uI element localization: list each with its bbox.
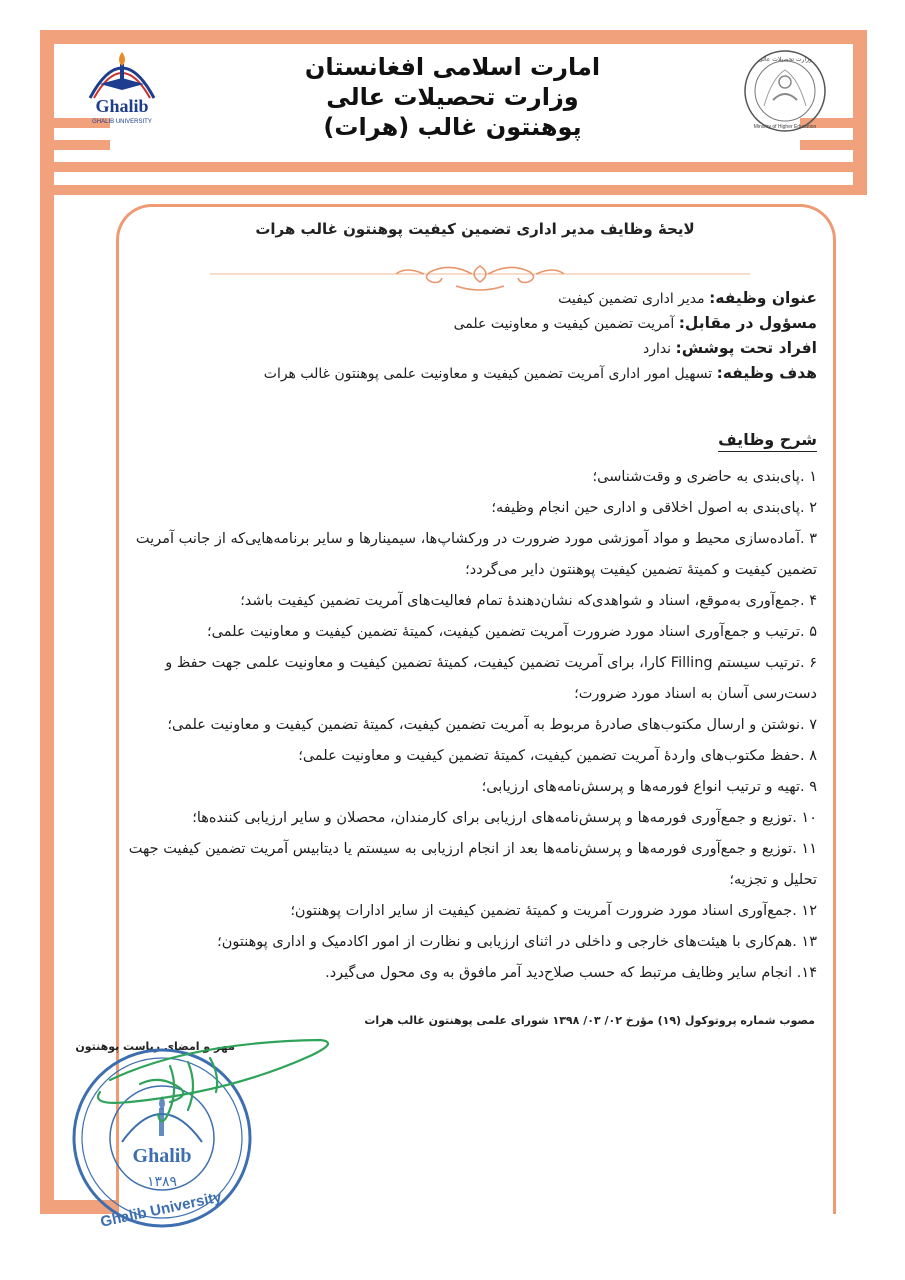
letterhead	[180, 52, 725, 142]
svg-text:GHALIB UNIVERSITY: GHALIB UNIVERSITY	[92, 119, 152, 125]
header-line-2: وزارت تحصیلات عالی	[326, 83, 579, 111]
duty-item: ۲ .پای‌بندی به اصول اخلاقی و اداری حین انجام وظیفه؛	[491, 500, 817, 516]
header-line-3: پوهنتون غالب (هرات)	[323, 113, 582, 141]
handwritten-signature	[70, 1022, 340, 1132]
duty-item: ۱۳ .هم‌کاری با هیئت‌های خارجی و داخلی در اثنای ارزیابی و نظارت از امور اکادمیک و اداری پوهنتون؛	[217, 934, 817, 950]
duty-item: ۷ .نوشتن و ارسال مکتوب‌های صادرهٔ مربوط به آمریت تضمین کیفیت، کمیتهٔ تضمین کیفیت و معاونیت علمی؛	[167, 717, 817, 733]
duties-list	[122, 462, 817, 989]
ministry-seal	[742, 48, 828, 134]
ghalib-university-logo-icon	[80, 44, 164, 128]
ministry-of-higher-education-seal-icon	[742, 48, 828, 134]
svg-text:۱۳۸۹: ۱۳۸۹	[146, 1174, 178, 1190]
meta-row-job-title: عنوان وظیفه: مدیر اداری تضمین کیفیت	[558, 289, 817, 307]
approval-note: مصوب شماره پروتوکول (۱۹) مؤرخ ۰۲/ ۰۳/ ۱۳۹۸ شورای علمی پوهنتون غالب هرات	[364, 1014, 815, 1027]
signature-caption: مهر و امضای ریاست پوهنتون	[75, 1040, 235, 1053]
duty-item: ۱ .پای‌بندی به حاضری و وقت‌شناسی؛	[592, 469, 817, 485]
duties-heading: شرح وظایف	[718, 430, 817, 452]
document-title: لایحهٔ وظایف مدیر اداری تضمین کیفیت پوهنتون غالب هرات	[255, 220, 695, 238]
duty-item: ۱۰ .توزیع و جمع‌آوری فورمه‌ها و پرسش‌نامه‌های ارزیابی برای کارمندان، محصلان و سایر ارزیابی کننده‌ها؛	[192, 810, 817, 826]
duty-item: ۹ .تهیه و ترتیب انواع فورمه‌ها و پرسش‌نامه‌های ارزیابی؛	[481, 779, 817, 795]
svg-text:Ghalib: Ghalib	[95, 96, 149, 116]
duty-item: ۱۱ .توزیع و جمع‌آوری فورمه‌ها و پرسش‌نامه‌ها بعد از انجام ارزیابی به سیستم یا دیتابیس آمریت تضمین کیفیت جهت تحلیل و تجزیه؛	[128, 841, 817, 888]
duty-item: ۱۲ .جمع‌آوری اسناد مورد ضرورت آمریت و کمیتهٔ تضمین کیفیت از سایر ادارات پوهنتون؛	[290, 903, 817, 919]
duty-item: ۱۴. انجام سایر وظایف مرتبط که حسب صلاح‌دید آمر مافوق به وی محول می‌گیرد.	[325, 965, 817, 981]
meta-row-subordinates: افراد تحت پوشش: ندارد	[642, 339, 817, 357]
header-line-1: امارت اسلامی افغانستان	[304, 53, 601, 81]
svg-text:Ghalib University: Ghalib University	[98, 1188, 224, 1231]
duty-item: ۶ .ترتیب سیستم Filling کارا، برای آمریت تضمین کیفیت، کمیتهٔ تضمین کیفیت و معاونیت علمی جهت حفظ و دست‌رسی آسان به اسناد مورد ضرورت؛	[165, 655, 817, 702]
svg-text:وزارت تحصیلات عالی: وزارت تحصیلات عالی	[758, 56, 812, 63]
meta-row-objective: هدف وظیفه: تسهیل امور اداری آمریت تضمین کیفیت و معاونیت علمی پوهنتون غالب هرات	[263, 364, 817, 382]
duty-item: ۵ .ترتیب و جمع‌آوری اسناد مورد ضرورت آمریت تضمین کیفیت، کمیتهٔ تضمین کیفیت و معاونیت علمی؛	[207, 624, 817, 640]
job-meta	[177, 286, 817, 386]
duty-item: ۳ .آماده‌سازی محیط و مواد آموزشی مورد ضرورت در ورکشاپ‌ها، سیمینارها و سایر برنامه‌هایی‌که از جانب آمریت تضمین کیفیت و کمیتهٔ تضمین کیفیت پوهنتون دایر می‌گردد؛	[135, 531, 817, 578]
meta-row-responsible-to: مسؤول در مقابل: آمریت تضمین کیفیت و معاونیت علمی	[453, 314, 817, 332]
duty-item: ۴ .جمع‌آوری به‌موقع، اسناد و شواهدی‌که نشان‌دهندهٔ تمام فعالیت‌های آمریت تضمین کیفیت باشد؛	[240, 593, 817, 609]
svg-text:Ghalib: Ghalib	[132, 1145, 192, 1167]
duty-item: ۸ .حفظ مکتوب‌های واردهٔ آمریت تضمین کیفیت، کمیتهٔ تضمین کیفیت و معاونیت علمی؛	[298, 748, 817, 764]
svg-text:Ministry of Higher Education: Ministry of Higher Education	[753, 124, 817, 130]
university-logo	[80, 44, 164, 128]
